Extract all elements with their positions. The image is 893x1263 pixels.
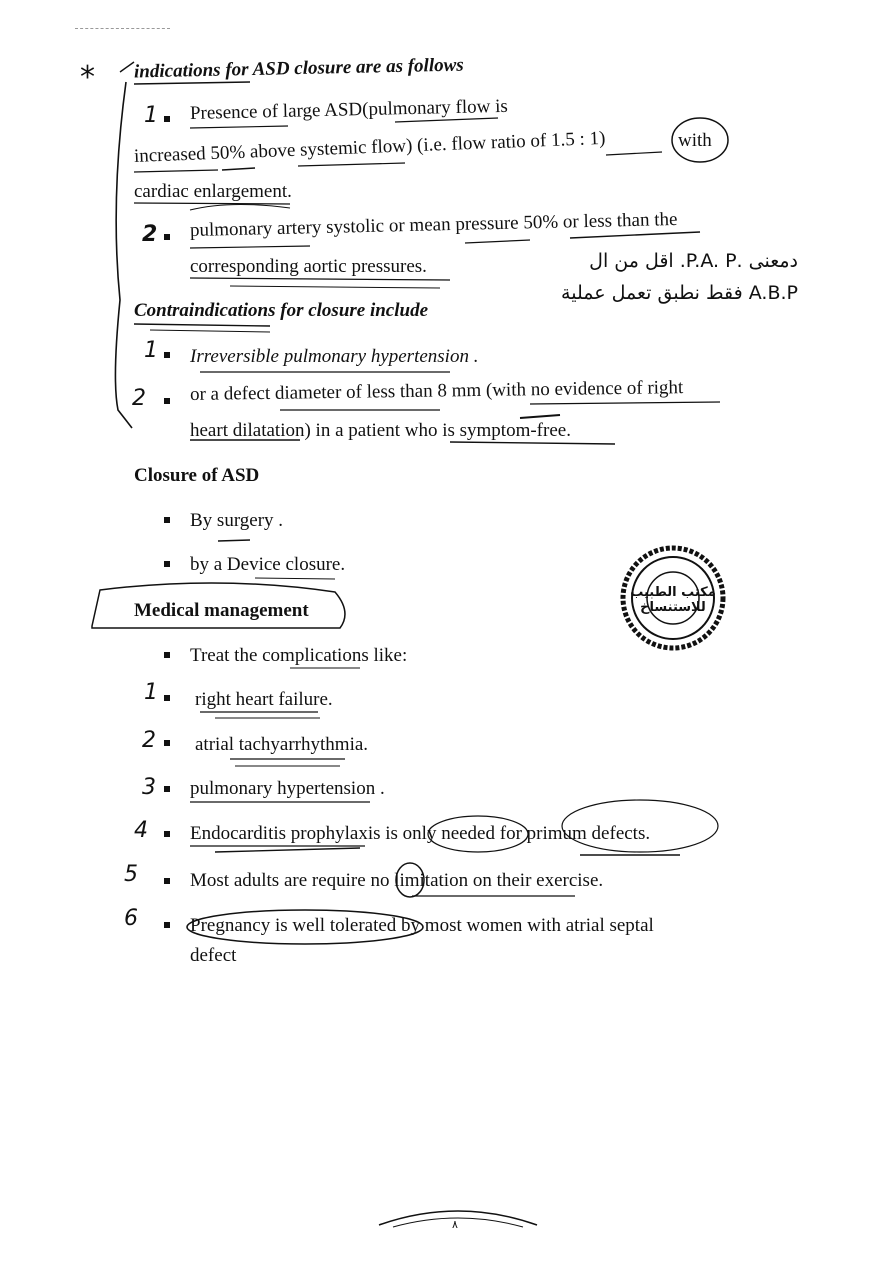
medical-heading: Medical management xyxy=(134,600,309,621)
office-stamp xyxy=(620,545,726,651)
indications-heading: indications for ASD closure are as follows xyxy=(133,54,464,83)
medical-item-6-line2: defect xyxy=(190,945,237,966)
indication-1-line2: increased 50% above systemic flow) (i.e. flow ratio of 1.5 : 1) xyxy=(133,127,606,167)
stamp-text: مكتب الطبيب للاستنساخ xyxy=(630,585,716,615)
asterisk-mark: * xyxy=(80,60,95,95)
contraindications-heading: Contraindications for closure include xyxy=(134,300,429,321)
bullet xyxy=(164,922,170,928)
medical-4-marker: 4 xyxy=(134,818,148,843)
page-number: ٨ xyxy=(452,1219,458,1231)
medical-6-marker: 6 xyxy=(124,906,138,931)
indication-1-circled-word: with xyxy=(678,130,712,151)
bullet xyxy=(164,561,170,567)
indication-2-line2: corresponding aortic pressures. xyxy=(190,256,427,277)
medical-item-3: pulmonary hypertension . xyxy=(190,778,385,799)
bullet xyxy=(164,786,170,792)
bullet xyxy=(164,740,170,746)
medical-item-2: atrial tachyarrhythmia. xyxy=(195,734,369,755)
bullet xyxy=(164,517,170,523)
medical-item-4: Endocarditis prophylaxis is only needed for primum defects. xyxy=(190,823,651,844)
closure-heading: Closure of ASD xyxy=(134,465,260,486)
header-dashes xyxy=(75,28,170,29)
medical-2-marker: 2 xyxy=(142,728,156,753)
contra-2-line2: heart dilatation) in a patient who is symptom-free. xyxy=(190,420,571,441)
handwritten-note-line2: A.B.P فقط نطبق تعمل عملية xyxy=(561,282,798,304)
bullet xyxy=(164,652,170,658)
indication-2-line1: pulmonary artery systolic or mean pressure 50% or less than the xyxy=(189,208,678,241)
indication-1-line3: cardiac enlargement. xyxy=(134,181,292,202)
medical-intro: Treat the complications like: xyxy=(190,645,408,666)
bullet xyxy=(164,695,170,701)
closure-item-device: by a Device closure. xyxy=(190,554,346,575)
contra-1-text: Irreversible pulmonary hypertension . xyxy=(190,346,479,367)
bullet xyxy=(164,116,170,122)
medical-item-1: right heart failure. xyxy=(195,689,333,710)
indication-1-marker: 1 xyxy=(144,103,158,128)
bullet xyxy=(164,831,170,837)
contra-2-line1: or a defect diameter of less than 8 mm (with no evidence of right xyxy=(189,377,684,405)
contra-2-marker: 2 xyxy=(132,386,146,411)
closure-item-surgery: By surgery . xyxy=(190,510,284,531)
contra-1-marker: 1 xyxy=(144,338,158,363)
bullet xyxy=(164,878,170,884)
footer-arc-graphic xyxy=(375,1205,541,1229)
bullet xyxy=(164,398,170,404)
medical-3-marker: 3 xyxy=(142,775,156,800)
handwritten-note-line1: دمعنى .P.A. P. اقل من ال xyxy=(589,250,798,272)
bullet xyxy=(164,352,170,358)
indication-1-line1: Presence of large ASD(pulmonary flow is xyxy=(189,95,508,124)
bullet xyxy=(164,234,170,240)
medical-item-5: Most adults are require no limitation on their exercise. xyxy=(190,870,604,891)
medical-5-marker: 5 xyxy=(124,862,138,887)
medical-item-6-line1: Pregnancy is well tolerated by most women with atrial septal xyxy=(190,915,654,936)
indication-2-marker: 2 xyxy=(142,222,158,247)
medical-1-marker: 1 xyxy=(144,680,158,705)
